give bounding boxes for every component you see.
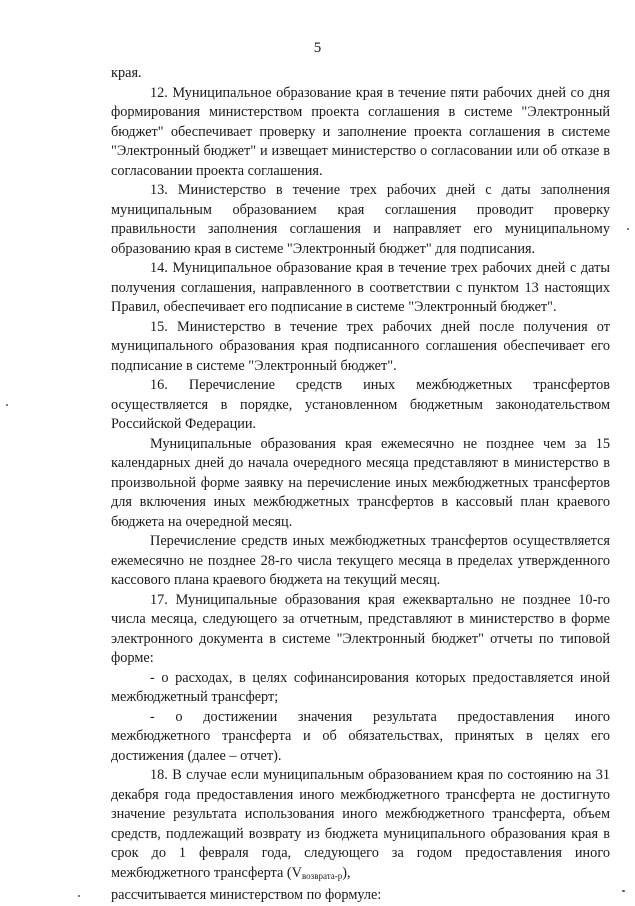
paragraph-16-transfer: Перечисление средств иных межбюджетных трансфертов осуществляется ежемесячно не позднее 28-го числа текущего месяца в пределах утвержденного кассового плана краевого бюджета на текущий месяц.	[111, 533, 610, 588]
formula-subscript: возврата-р	[301, 870, 343, 881]
paragraph-13: 13. Министерство в течение трех рабочих дней с даты заполнения муниципальным образованием края соглашения проводит проверку правильности заполнения соглашения и направляет его муниципальному образованию края в системе "Электронный бюджет" для подписания.	[111, 182, 610, 257]
scan-speck	[6, 404, 8, 406]
paragraph-14: 14. Муниципальное образование края в течение трех рабочих дней с даты получения соглашения, направленного в соответствии с пунктом 13 настоящих Правил, обеспечивает его подписание в системе "Электронный бюджет".	[111, 260, 610, 315]
paragraph: края.	[111, 65, 142, 81]
document-body	[111, 64, 610, 906]
scan-speck	[78, 895, 80, 897]
paragraph-17: 17. Муниципальные образования края ежеквартально не позднее 10-го числа месяца, следующего за отчетным, представляют в министерство в форме электронного документа в системе "Электронный бюджет" отчеты по типовой форме:	[111, 591, 610, 666]
page-number: 5	[313, 40, 322, 56]
paragraph-18-text: 18. В случае если муниципальным образованием края по состоянию на 31 декабря года предоставления иного межбюджетного трансферта не достигнуто значение результата использования иного межбюджетного трансферта, объем средств, подлежащий возврату из бюджета муниципального образования края в срок до 1 февраля года, следующего за годом предоставления иного межбюджетного трансферта (V	[111, 767, 610, 881]
paragraph-12: 12. Муниципальное образование края в течение пяти рабочих дней со дня формирования министерством проекта соглашения в системе "Электронный бюджет" обеспечивает проверку и заполнение проекта соглашения в системе "Электронный бюджет" и извещает министерство о согласовании или об отказе в согласовании проекта соглашения.	[111, 84, 610, 179]
scan-speck	[622, 890, 625, 892]
list-item-results: - о достижении значения результата предоставления иного межбюджетного трансферта и об обязательствах, принятых в целях его достижения (далее – отчет).	[111, 708, 610, 764]
paragraph-16-requests: Муниципальные образования края ежемесячно не позднее чем за 15 календарных дней до начала очередного месяца представляют в министерство в произвольной форме заявку на перечисление иных межбюджетных трансфертов для включения иных межбюджетных трансфертов в кассовый план краевого бюджета на очередной месяц.	[111, 435, 610, 530]
paragraph-formula-intro: рассчитывается министерством по формуле:	[111, 887, 382, 903]
list-item-expenses: - о расходах, в целях софинансирования которых предоставляется иной межбюджетный трансферт;	[111, 669, 610, 705]
paragraph-16: 16. Перечисление средств иных межбюджетных трансфертов осуществляется в порядке, установленном бюджетным законодательством Российской Федерации.	[111, 377, 610, 432]
scan-speck	[627, 228, 629, 230]
paragraph-18	[111, 766, 610, 886]
paragraph-18-tail: ),	[342, 864, 351, 881]
paragraph-15: 15. Министерство в течение трех рабочих дней после получения от муниципального образования края подписанного соглашения обеспечивает его подписание в системе "Электронный бюджет".	[111, 318, 610, 374]
